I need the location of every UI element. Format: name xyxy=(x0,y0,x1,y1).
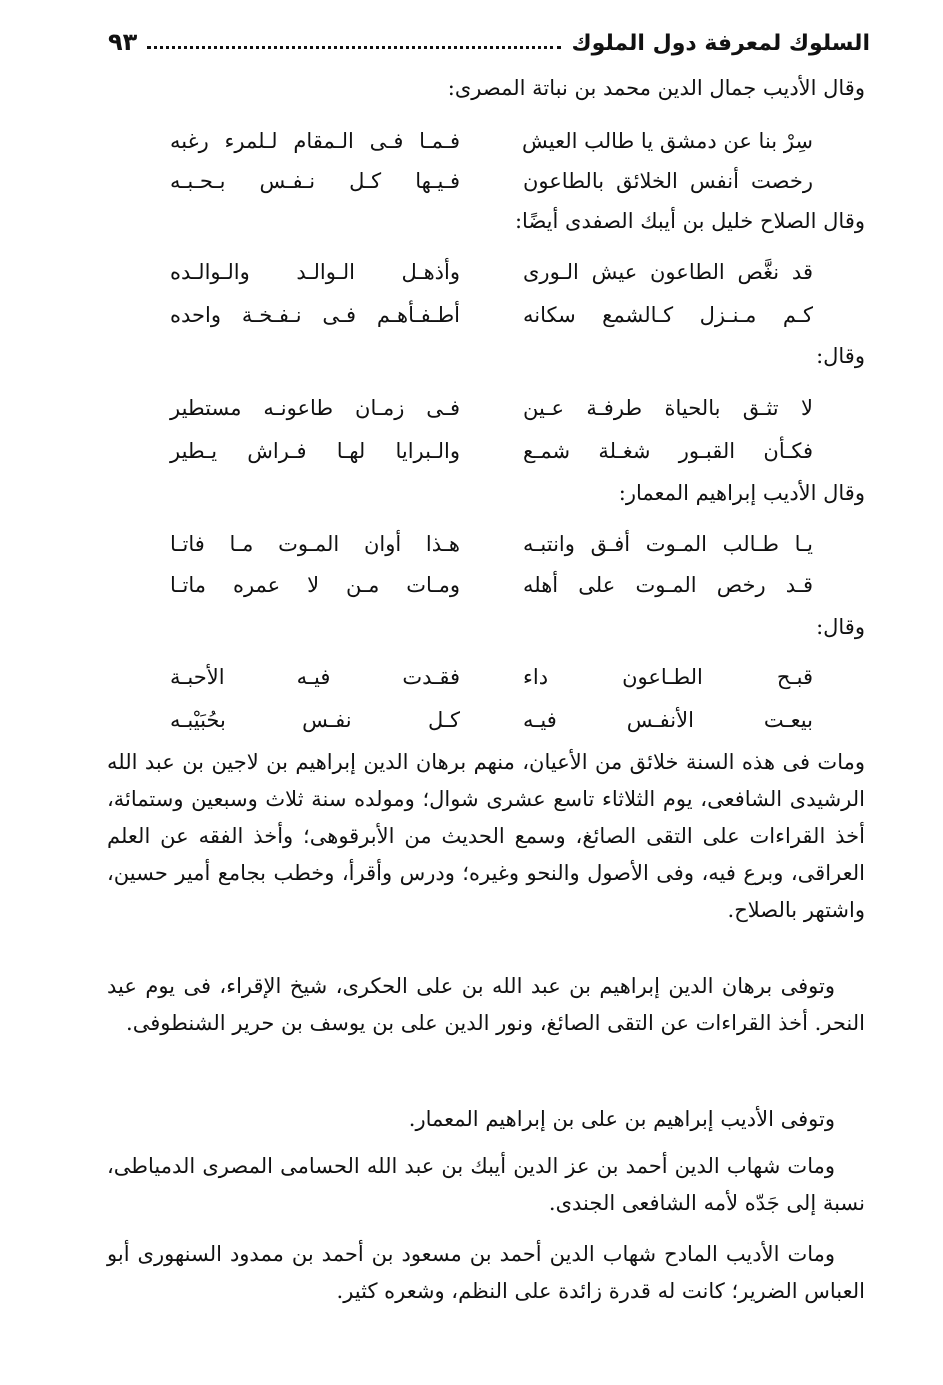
verse-second-hemistich: فقـدت فيـه الأحبـة xyxy=(170,665,460,689)
poem-intro-ibn-nubata: وقال الأديب جمال الدين محمد بن نباتة المصرى: xyxy=(447,76,865,100)
verse-first-hemistich: قـد رخص المـوت على أهله xyxy=(523,573,813,597)
paragraph-ibrahim-al-mimar: وتوفى الأديب إبراهيم بن على بن إبراهيم المعمار. xyxy=(408,1107,835,1131)
verse-second-hemistich: وأذهـل الـوالـد والـوالـده xyxy=(170,260,460,284)
verse-second-hemistich: فـى زمـان طاعونـه مستطير xyxy=(170,396,460,420)
poem-verse xyxy=(170,126,813,156)
verse-first-hemistich: بيعـت الأنفـس فيـه xyxy=(523,708,813,732)
running-header xyxy=(108,18,870,56)
verse-second-hemistich: أطـفـأهـم فـى نـفـخـة واحده xyxy=(170,303,460,327)
verse-first-hemistich: سِرْ بنا عن دمشق يا طالب العيش xyxy=(521,129,813,153)
verse-first-hemistich: رخصت أنفس الخلائق بالطاعون xyxy=(523,169,813,193)
poem-intro-safadi: وقال الصلاح خليل بن أيبك الصفدى أيضًا: xyxy=(514,209,865,233)
verse-first-hemistich: لا تثـق بالحياة طرفـة عـين xyxy=(523,396,813,420)
verse-second-hemistich: كـل نفـس بحُبَيْبـه xyxy=(170,708,460,732)
poem-verse xyxy=(170,662,813,692)
verse-second-hemistich: والـبرايا لهـا فـراش يـطير xyxy=(170,439,460,463)
poem-verse xyxy=(170,570,813,600)
poem-intro-said-2: وقال: xyxy=(816,615,865,639)
paragraph-shihab-al-dimyati: ومات شهاب الدين أحمد بن عز الدين أيبك بن عبد الله الحسامى المصرى الدمياطى، نسبة إلى جَدّه لأمه الشافعى الجندى. xyxy=(107,1154,865,1215)
book-title: السلوك لمعرفة دول الملوك xyxy=(571,31,870,56)
paragraph-shihab-al-sanhuri: ومات الأديب المادح شهاب الدين أحمد بن مسعود بن أحمد بن ممدود السنهورى أبو العباس الضرير؛ كانت له قدرة زائدة على النظم، وشعره كثير. xyxy=(107,1242,865,1303)
header-dotted-leader xyxy=(147,46,561,49)
poem-verse xyxy=(170,166,813,196)
verse-second-hemistich: ومـات مـن لا عمره ماتـا xyxy=(170,573,460,597)
poem-verse xyxy=(170,529,813,559)
poem-verse xyxy=(170,393,813,423)
page-number: ٩٣ xyxy=(108,28,138,56)
verse-first-hemistich: قبـح الطـاعون داء xyxy=(523,665,813,689)
poem-verse xyxy=(170,257,813,287)
verse-second-hemistich: فـيـها كـل نـفـس بـحـبـه xyxy=(170,169,460,193)
verse-first-hemistich: كـم مـنـزل كـالشمع سكانه xyxy=(523,303,813,327)
poem-intro-said: وقال: xyxy=(816,344,865,368)
verse-second-hemistich: فـمـا فـى الـمقام لـلمرء رغبه xyxy=(170,129,460,153)
poem-intro-mimar: وقال الأديب إبراهيم المعمار: xyxy=(618,481,865,505)
verse-first-hemistich: فكـأن القبـور شغـلة شمـع xyxy=(523,439,813,463)
poem-verse xyxy=(170,436,813,466)
poem-verse xyxy=(170,705,813,735)
verse-second-hemistich: هـذا أوان المـوت مـا فاتـا xyxy=(170,532,460,556)
poem-verse xyxy=(170,300,813,330)
verse-first-hemistich: قد نغَّص الطاعون عيش الـورى xyxy=(523,260,813,284)
paragraph-deaths-of-notables: ومات فى هذه السنة خلائق من الأعيان، منهم برهان الدين إبراهيم بن لاجين بن عبد الله الرشيدى الشافعى، يوم الثلاثاء تاسع عشرى شوال؛ ومولده سنة ثلاث وسبعين وستمائة، أخذ القراءات على التقى الصائغ، وسمع الحديث من الأبرقوهى؛ وأخذ الفقه عن العلم العراقى، وبرع فيه، وفى الأصول والنحو وغيره؛ ودرس وأقرأ، وخطب بجامع أمير حسين، واشتهر بالصلاح. xyxy=(107,750,865,922)
paragraph-burhan-al-hakari: وتوفى برهان الدين إبراهيم بن عبد الله بن على الحكرى، شيخ الإقراء، فى يوم عيد النحر. أخذ القراءات عن التقى الصائغ، ونور الدين على بن يوسف بن حرير الشنطوفى. xyxy=(107,974,865,1035)
verse-first-hemistich: يـا طـالب المـوت أفـق وانتبـه xyxy=(523,532,813,556)
